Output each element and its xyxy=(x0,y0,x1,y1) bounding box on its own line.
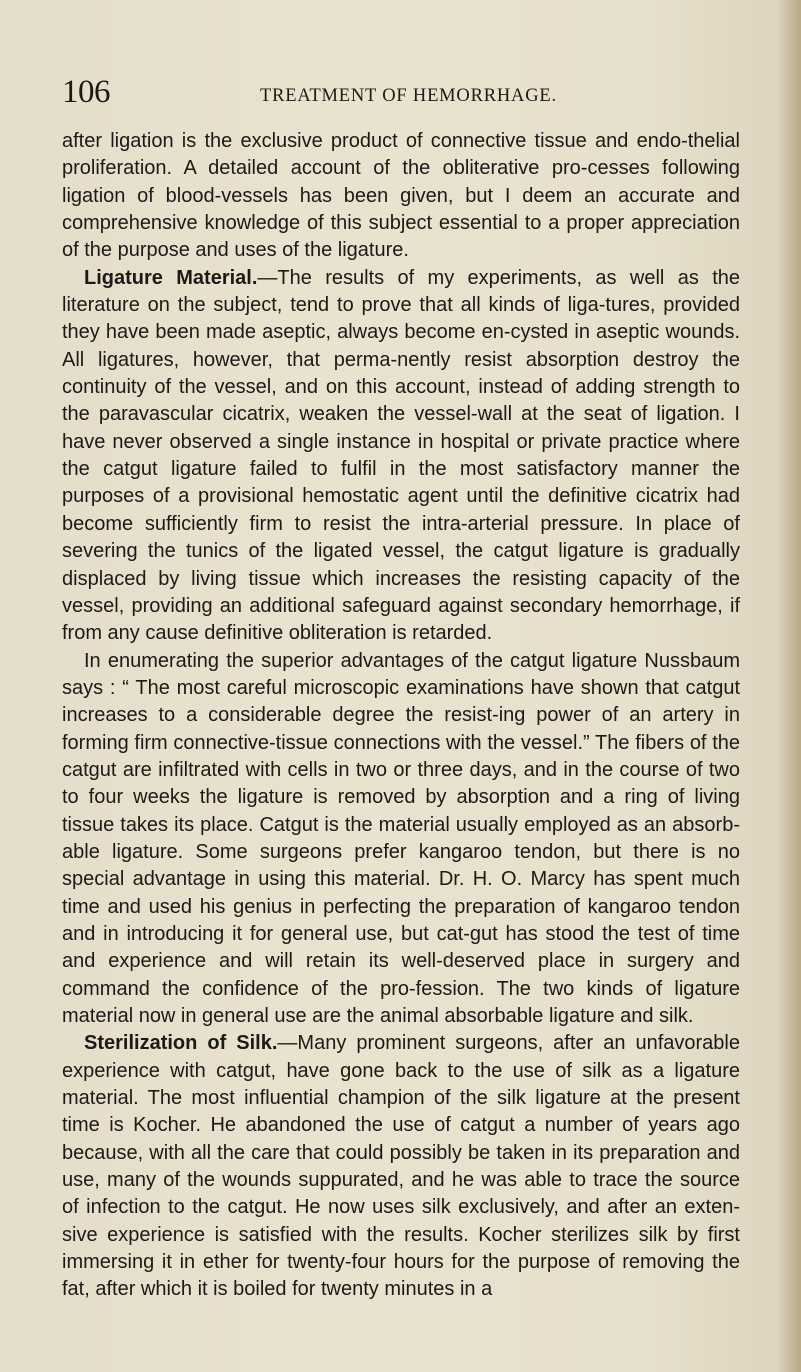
paragraph-continuation xyxy=(62,128,740,265)
paragraph-nussbaum xyxy=(62,648,740,1031)
paragraph-sterilization-of-silk xyxy=(62,1030,740,1303)
body-text xyxy=(62,128,740,1304)
section-heading-ligature-material: Ligature Material. xyxy=(84,266,258,289)
running-head: TREATMENT OF HEMORRHAGE. xyxy=(260,86,557,106)
paragraph-text: —The results of my experiments, as well as the literature on the subject, tend to prove that all kinds of liga-tures, provided they have been made aseptic, always become en-cysted in aseptic wounds. All ligatures, however, that perma-nently resist absorption destroy the continuity of the vessel, and on this account, instead of adding strength to the paravascular cicatrix, weaken the vessel-wall at the seat of ligation. I have never observed a single instance in hospital or private practice where the catgut ligature failed to fulfil in the most satisfactory manner the purposes of a provisional hemostatic agent until the definitive cicatrix had become sufficiently firm to resist the intra-arterial pressure. In place of severing the tunics of the ligated vessel, the catgut ligature is gradually displaced by living tissue which increases the resisting capacity of the vessel, providing an additional safeguard against secondary hemorrhage, if from any cause definitive obliteration is retarded. xyxy=(62,266,740,645)
page-number: 106 xyxy=(62,74,110,110)
paragraph-text: after ligation is the exclusive product of connective tissue and endo-thelial proliferation. A detailed account of the obliterative pro-cesses following ligation of blood-vessels has been given, but I deem an accurate and comprehensive knowledge of this subject essential to a proper appreciation of the purpose and uses of the ligature. xyxy=(62,130,740,262)
section-heading-sterilization-of-silk: Sterilization of Silk. xyxy=(84,1032,278,1055)
paragraph-text: —Many prominent surgeons, after an unfavorable experience with catgut, have gone back to the use of silk as a ligature material. The most influential champion of the silk ligature at the present time is Kocher. He abandoned the use of catgut a number of years ago because, with all the care that could possibly be taken in its preparation and use, many of the wounds suppurated, and he was able to trace the source of infection to the catgut. He now uses silk exclusively, and after an exten-sive experience is satisfied with the results. Kocher sterilizes silk by first immersing it in ether for twenty-four hours for the purpose of removing the fat, after which it is boiled for twenty minutes in a xyxy=(62,1032,740,1301)
page-header xyxy=(62,74,742,114)
paragraph-ligature-material xyxy=(62,265,740,648)
paragraph-text: In enumerating the superior advantages of the catgut ligature Nussbaum says : “ The most careful microscopic examinations have shown that catgut increases to a considerable degree the resist-ing power of an artery in forming firm connective-tissue connections with the vessel.” The fibers of the catgut are infiltrated with cells in two or three days, and in the course of two to four weeks the ligature is removed by absorption and a ring of living tissue takes its place. Catgut is the material usually employed as an absorb-able ligature. Some surgeons prefer kangaroo tendon, but there is no special advantage in using this material. Dr. H. O. Marcy has spent much time and used his genius in perfecting the preparation of kangaroo tendon and in introducing it for general use, but cat-gut has stood the test of time and experience and will retain its well-deserved place in surgery and command the confidence of the pro-fession. The two kinds of ligature material now in general use are the animal absorbable ligature and silk. xyxy=(62,649,740,1027)
